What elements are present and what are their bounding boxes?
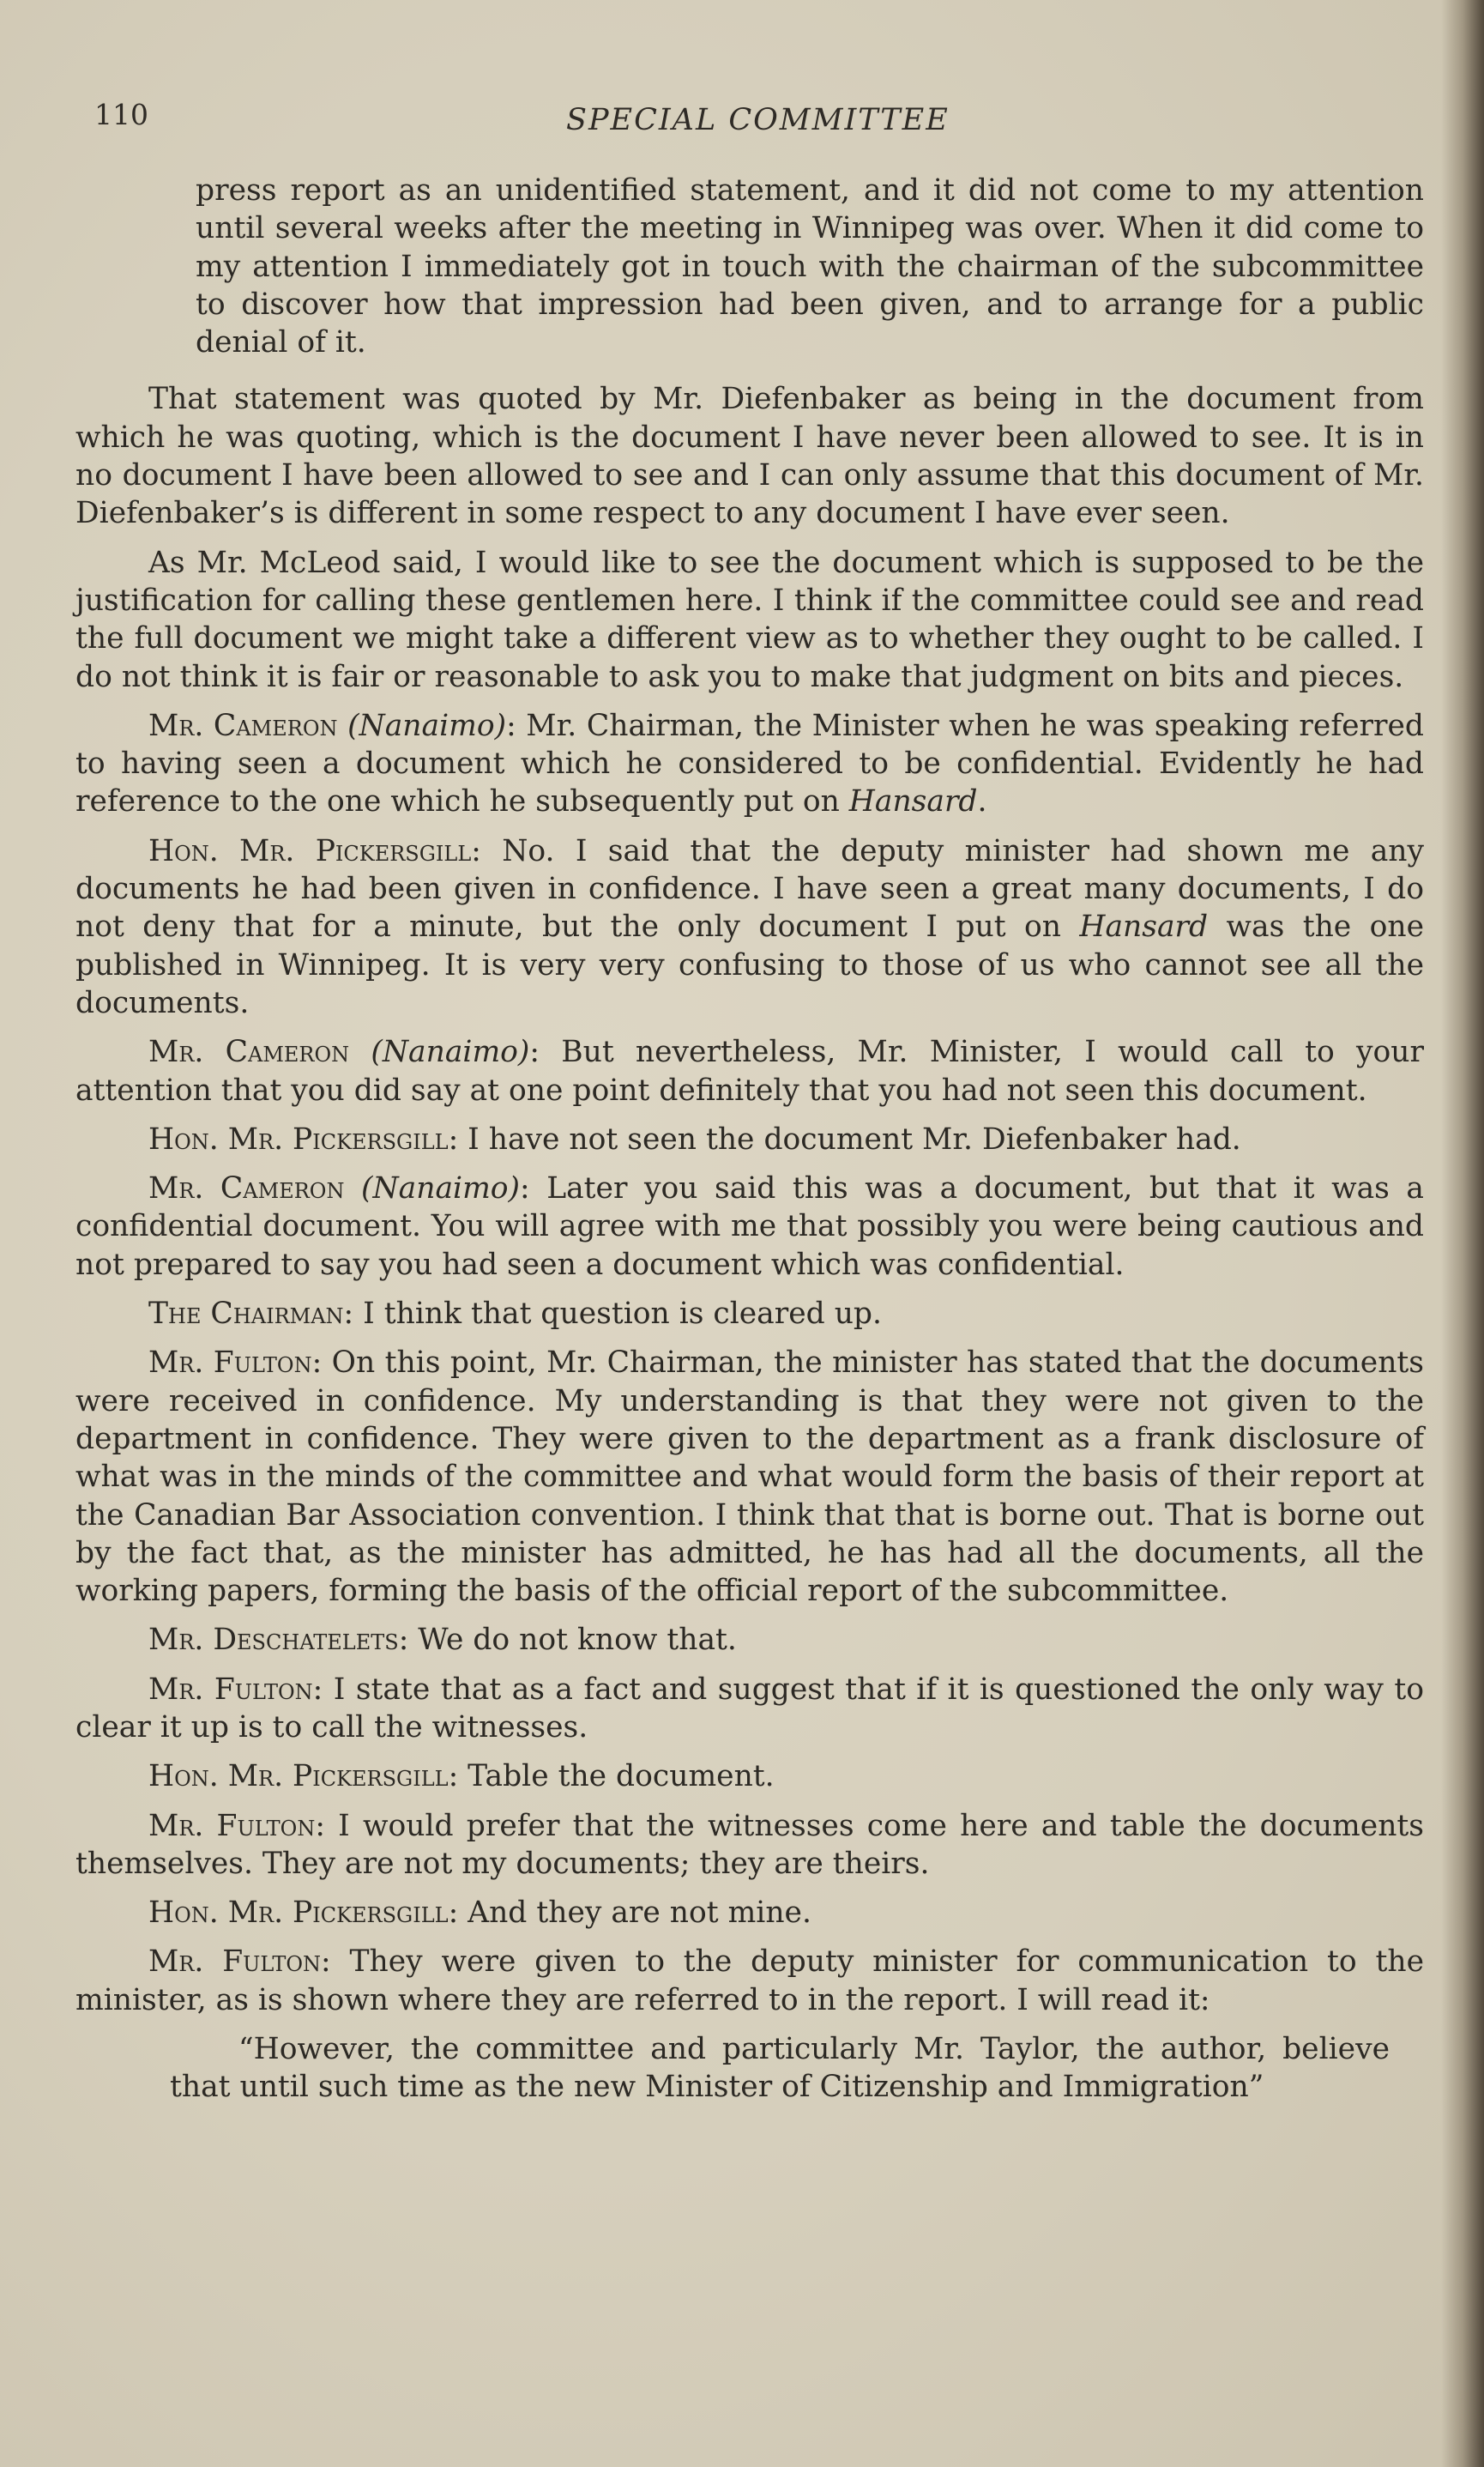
paragraph-text: As Mr. McLeod said, I would like to see the document which is supposed to be the justification for calling these gentlemen here. I think if the committee could see and read the full document we might take a different view as to whether they ought to be called. I do not think it is fair or reasonable to ask you to make that judgment on bits and pieces.: [75, 545, 1424, 694]
speech-text: I would prefer that the witnesses come here and table the documents themselves. They are not my documents; they are theirs.: [75, 1808, 1424, 1881]
paragraph: [196, 172, 1424, 361]
speech: Hon. Mr. Pickersgill: And they are not mine.: [148, 1896, 811, 1931]
speaker-name: Mr. Cameron: [148, 1171, 345, 1206]
paragraph-text: That statement was quoted by Mr. Diefenbaker as being in the document from which he was quoting, which is the document I have never been allowed to see. It is in no document I have been allowed to see and I can only assume that this document of Mr. Diefenbaker’s is different in some respect to any document I have ever seen.: [75, 382, 1424, 531]
speaker-name: Hon. Mr. Pickersgill: [148, 1122, 449, 1157]
speech-text: Table the document.: [468, 1759, 775, 1794]
speech-text: They were given to the deputy minister for communication to the minister, as is shown where they are referred to in the report. I will read it:: [75, 1944, 1424, 2017]
speech-text: No. I said that the deputy minister had shown me any documents he had been given in confidence. I have seen a great many documents, I do not deny that for a minute, but the only document I put on: [75, 833, 1425, 945]
speech-text: Mr. Chairman, the Minister when he was speaking referred to having seen a document which he considered to be confidential. Evidently he had reference to the one which he subsequently put on: [75, 708, 1424, 819]
speech: Mr. Cameron (Nanaimo): Later you said this was a document, but that it was a confidential document. You will agree with me that possibly you were being cautious and not prepared to say you had seen a document which was confidential.: [75, 1171, 1424, 1282]
speech: Mr. Fulton: I would prefer that the witnesses come here and table the documents themselves. They are not my documents; they are theirs.: [75, 1808, 1424, 1881]
speaker-name: Mr. Fulton: [148, 1672, 313, 1707]
speech-italic: Hansard: [1079, 910, 1209, 945]
speaker-name: Mr. Fulton: [148, 1345, 312, 1381]
speech-text: We do not know that.: [418, 1623, 737, 1658]
speaker-name: Mr. Deschatelets: [148, 1623, 399, 1658]
speech-text: Later you said this was a document, but that it was a confidential document. You will agree with me that possibly you were being cautious and not prepared to say you had seen a document which was confidential.: [75, 1171, 1424, 1282]
speaker-name: Hon. Mr. Pickersgill: [148, 1896, 449, 1931]
speech-text: I have not seen the document Mr. Diefenbaker had.: [468, 1122, 1241, 1157]
paragraph: [75, 380, 1424, 532]
speech: Mr. Fulton: On this point, Mr. Chairman, the minister has stated that the documents were received in confidence. My understanding is that they were not given to the department in confidence. They were given to the department as a frank disclosure of what was in the minds of the committee and what would form the basis of their report at the Canadian Bar Association convention. I think that that is borne out. That is borne out by the fact that, as the minister has admitted, he has had all the documents, all the working papers, forming the basis of the official report of the subcommittee.: [75, 1345, 1424, 1609]
speaker-name: Mr. Fulton: [148, 1808, 316, 1843]
speech-end: .: [977, 784, 987, 819]
speech: Hon. Mr. Pickersgill: Table the document.: [148, 1759, 775, 1794]
speaker-name: Mr. Cameron: [148, 708, 338, 743]
speech: Hon. Mr. Pickersgill: I have not seen the document Mr. Diefenbaker had.: [148, 1122, 1241, 1157]
speech: Mr. Fulton: They were given to the deputy minister for communication to the minister, as is shown where they are referred to in the report. I will read it:: [75, 1944, 1424, 2017]
speaker-name: The Chairman: [148, 1297, 344, 1332]
block-quote: [170, 2030, 1390, 2107]
speech-text: And they are not mine.: [468, 1896, 811, 1931]
speech-end: was the one published in Winnipeg. It is very very confusing to those of us who cannot see all the documents.: [75, 910, 1425, 1020]
speech-text: I state that as a fact and suggest that if it is questioned the only way to clear it up is to call the witnesses.: [75, 1672, 1424, 1744]
speaker-constituency: (Nanaimo): [361, 1171, 521, 1206]
speech-text: I think that question is cleared up.: [363, 1297, 882, 1332]
header-title: SPECIAL COMMITTEE: [566, 103, 950, 137]
speech: Hon. Mr. Pickersgill: No. I said that the deputy minister had shown me any documents he had been given in confidence. I have seen a great many documents, I do not deny that for a minute, but the only document I put on Hansard was the one published in Winnipeg. It is very very confusing to those of us who cannot see all the documents.: [75, 833, 1425, 1020]
paragraph-text: press report as an unidentified statement, and it did not come to my attention until several weeks after the meeting in Winnipeg was over. When it did come to my attention I immediately got in touch with the chairman of the subcommittee to discover how that impression had been given, and to arrange for a public denial of it.: [196, 173, 1424, 360]
page-number: 110: [94, 98, 148, 131]
binding-shadow: [1441, 0, 1484, 2467]
paragraph: [75, 544, 1424, 696]
speech: Mr. Cameron (Nanaimo): But nevertheless, Mr. Minister, I would call to your attention that you did say at one point definitely that you had not seen this document.: [75, 1035, 1424, 1108]
speaker-name: Hon. Mr. Pickersgill: [148, 1759, 449, 1794]
running-head: [86, 93, 1424, 144]
speaker-constituency: (Nanaimo): [347, 708, 507, 743]
speech: Mr. Deschatelets: We do not know that.: [148, 1623, 737, 1658]
quote-text: “However, the committee and particularly Mr. Taylor, the author, believe that until such time as the new Minister of Citizenship and Immigration”: [170, 2032, 1390, 2105]
speech: The Chairman: I think that question is cleared up.: [148, 1297, 882, 1332]
speaker-constituency: (Nanaimo): [371, 1035, 530, 1070]
speech: Mr. Fulton: I state that as a fact and suggest that if it is questioned the only way to clear it up is to call the witnesses.: [75, 1672, 1424, 1744]
speech-italic: Hansard: [848, 784, 978, 819]
speech-text: But nevertheless, Mr. Minister, I would call to your attention that you did say at one point definitely that you had not seen this document.: [75, 1035, 1424, 1108]
speech: Mr. Cameron (Nanaimo): Mr. Chairman, the Minister when he was speaking referred to having seen a document which he considered to be confidential. Evidently he had reference to the one which he subsequently put on Hansard.: [75, 708, 1424, 819]
speaker-name: Hon. Mr. Pickersgill: [148, 833, 472, 868]
speech-text: On this point, Mr. Chairman, the minister has stated that the documents were received in confidence. My understanding is that they were not given to the department in confidence. They were given to the department as a frank disclosure of what was in the minds of the committee and what would form the basis of their report at the Canadian Bar Association convention. I think that that is borne out. That is borne out by the fact that, as the minister has admitted, he has had all the documents, all the working papers, forming the basis of the official report of the subcommittee.: [75, 1345, 1424, 1609]
body-text: [75, 172, 1424, 2118]
speaker-name: Mr. Cameron: [148, 1035, 350, 1070]
speaker-name: Mr. Fulton: [148, 1944, 322, 1980]
